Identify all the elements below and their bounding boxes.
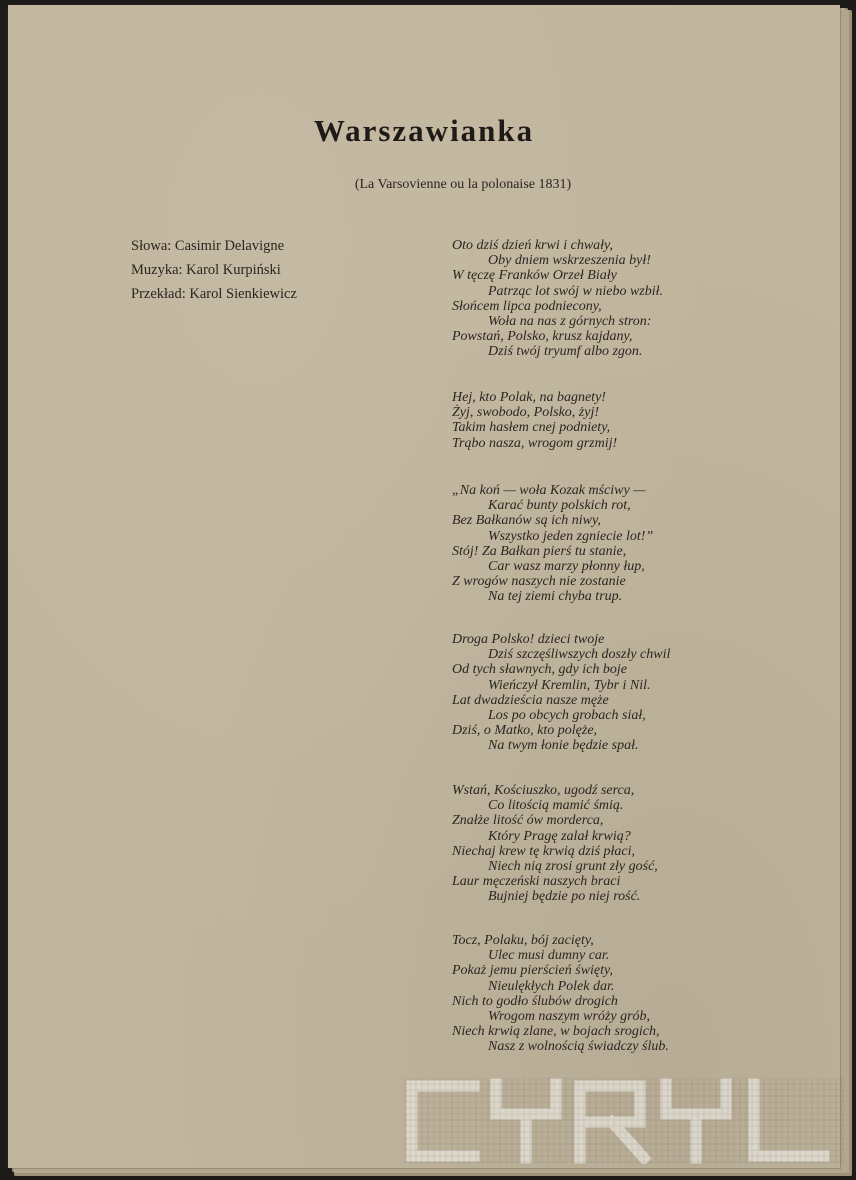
verse-line: Słońcem lipca podniecony, — [452, 298, 602, 314]
verse-line: Dziś, o Matko, kto polęże, — [452, 723, 598, 739]
watermark-logo — [404, 1078, 844, 1164]
verse-line: Nich to godło ślubów drogich — [452, 993, 618, 1009]
verse-line: Niechaj krew tę krwią dziś płaci, — [452, 843, 636, 859]
verse-line: Który Pragę zalał krwią? — [488, 828, 631, 844]
verse-line: Wieńczył Kremlin, Tybr i Nil. — [488, 677, 651, 693]
verse-line: Stój! Za Bałkan pierś tu stanie, — [452, 543, 627, 559]
verse-line: Dziś twój tryumf albo zgon. — [488, 344, 643, 360]
verse-line: Oby dniem wskrzeszenia był! — [488, 253, 651, 269]
stanza-6 — [452, 933, 669, 1055]
verse-line: Dziś szczęśliwszych doszły chwil — [488, 647, 671, 663]
credits-block — [131, 234, 297, 306]
verse-line: Patrząc lot swój w niebo wzbił. — [488, 283, 664, 299]
verse-line: Bez Bałkanów są ich niwy, — [452, 513, 601, 529]
credit-translation: Przekład: Karol Sienkiewicz — [131, 286, 297, 302]
stanza-5 — [452, 783, 658, 905]
verse-line: Niech nią zrosi grunt zły gość, — [488, 859, 658, 875]
verse-line: Karać bunty polskich rot, — [488, 498, 631, 514]
verse-line: Żyj, swobodo, Polsko, żyj! — [452, 405, 599, 421]
verse-line: Ulec musi dumny car. — [488, 948, 610, 964]
verse-line: Droga Polsko! dzieci twoje — [452, 632, 605, 647]
stanza-1 — [452, 238, 663, 360]
verse-line: Nasz z wolnością świadczy ślub. — [488, 1039, 669, 1055]
verse-line: „Na koń — woła Kozak mściwy — — [452, 483, 646, 498]
verse-line: Bujniej będzie po niej rość. — [488, 889, 641, 905]
stanza-4 — [452, 632, 670, 754]
verse-line: Na tej ziemi chyba trup. — [488, 589, 623, 605]
verse-line: Co litością mamić śmią. — [488, 798, 624, 814]
verse-line: Niech krwią zlane, w bojach srogich, — [452, 1024, 660, 1040]
verse-line: Los po obcych grobach siał, — [488, 708, 646, 724]
verse-line: Tocz, Polaku, bój zacięty, — [452, 933, 594, 948]
verse-line: Wrogom naszym wróży grób, — [488, 1009, 651, 1025]
verse-line: Car wasz marzy płonny łup, — [488, 559, 645, 575]
verse-line: Od tych sławnych, gdy ich boje — [452, 662, 627, 678]
verse-line: Wstań, Kościuszko, ugodź serca, — [452, 783, 635, 798]
credit-lyrics: Słowa: Casimir Delavigne — [131, 238, 285, 254]
stanza-2 — [452, 390, 617, 451]
verse-line: Laur męczeński naszych braci — [452, 874, 621, 890]
song-title: Warszawianka — [313, 113, 535, 148]
verse-line: Na twym łonie będzie spał. — [488, 738, 639, 754]
verse-line: Oto dziś dzień krwi i chwały, — [452, 238, 613, 253]
verse-line: Lat dwadzieścia nasze męże — [452, 692, 609, 708]
verse-line: Z wrogów naszych nie zostanie — [452, 574, 626, 590]
verse-line: Wszystko jeden zgniecie lot!” — [488, 528, 654, 544]
song-sheet — [8, 5, 840, 1168]
song-subtitle: (La Varsovienne ou la polonaise 1831) — [354, 177, 572, 192]
verse-line: Woła na nas z górnych stron: — [488, 314, 652, 330]
verse-line: W tęczę Franków Orzeł Biały — [452, 268, 617, 284]
verse-line: Nieulękłych Polek dar. — [488, 978, 615, 994]
stanza-3 — [452, 483, 653, 605]
verse-line: Takim hasłem cnej podniety, — [452, 420, 611, 436]
credit-music: Muzyka: Karol Kurpiński — [131, 262, 281, 278]
verse-line: Hej, kto Polak, na bagnety! — [452, 390, 606, 405]
verse-line: Trąbo nasza, wrogom grzmij! — [452, 435, 618, 451]
verse-line: Pokaż jemu pierścień święty, — [452, 963, 613, 979]
verse-line: Powstań, Polsko, krusz kajdany, — [452, 329, 633, 345]
verse-line: Znałże litość ów morderca, — [452, 813, 604, 829]
